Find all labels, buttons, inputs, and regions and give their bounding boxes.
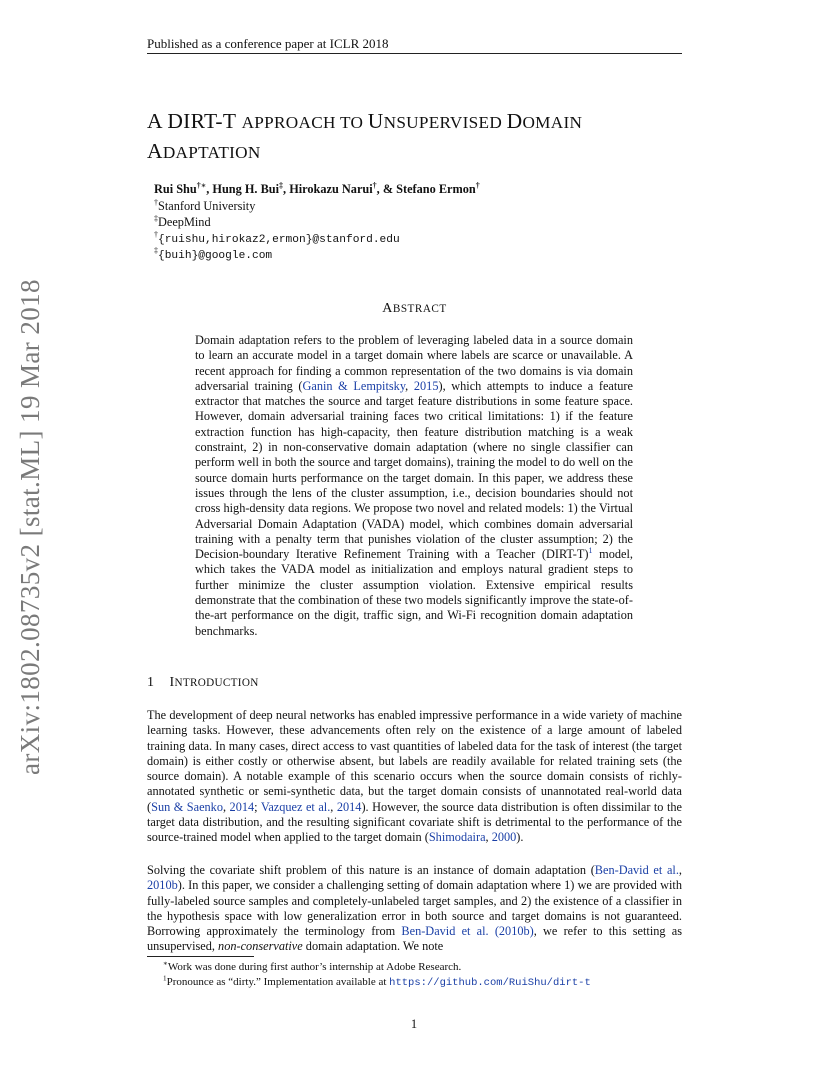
footnote-2 bbox=[163, 976, 591, 989]
heading-part: A bbox=[382, 301, 393, 316]
author-name: , Hirokazu Narui bbox=[283, 182, 373, 196]
author-name: , Hung H. Bui bbox=[206, 182, 280, 196]
citation-year-link[interactable]: 2000 bbox=[491, 830, 517, 845]
heading-part: NTRODUCTION bbox=[174, 677, 259, 689]
affiliation-text: DeepMind bbox=[158, 215, 211, 229]
citation-year-link[interactable]: 2010b bbox=[147, 878, 178, 893]
title-part: NSUPERVISED bbox=[383, 113, 507, 132]
page-number: 1 bbox=[410, 1017, 418, 1031]
email-stanford: †{ruishu,hirokaz2,ermon}@stanford.edu bbox=[154, 229, 400, 246]
paragraph-text: domain adaptation. We note bbox=[302, 939, 444, 954]
affiliation-stanford: †Stanford University bbox=[154, 197, 256, 213]
heading-part: I bbox=[169, 675, 175, 690]
author-mark: † bbox=[475, 180, 480, 190]
abstract-text: , bbox=[405, 378, 414, 393]
paragraph-text: , we refer to this setting as unsupervised, bbox=[147, 924, 682, 954]
footnote-text: Work was done during first author’s internship at Adobe Research. bbox=[167, 961, 462, 973]
author-mark: ‡ bbox=[279, 180, 284, 190]
header-rule bbox=[147, 53, 682, 54]
abstract-text: ), which attempts to induce a feature extractor that matches the source and target feature distributions in some feature space. However, domain adversarial training faces two critical limitations: 1) if the feature extraction function has high-capacity, then feature distribution matching is a weak constraint, 2) in non-conservative domain adaptation (where no single classifier can perform well in both the source and target domains), training the model to do well on the source domain hurts performance on the target domain. In this paper, we address these issues through the lens of the cluster assumption, i.e., decision boundaries should not cross high-density data regions. We propose two novel and related models: 1) the Virtual Adversarial Domain Adaptation (VADA) model, which combines domain adversarial training with a penalty term that punishes violation of the cluster assumption; 2) the Decision-boundary Iterative Refinement Training with a Teacher (DIRT-T) bbox=[195, 378, 633, 562]
author-name: Rui Shu bbox=[154, 182, 197, 196]
footnote-rule bbox=[147, 956, 254, 957]
abstract-text: model, which takes the VADA model as initialization and employs natural gradient steps to further minimize the cluster assumption violation. Extensive empirical results demonstrate that the combination of these two models significantly improve the state-of-the-art performance on the digit, traffic sign, and Wi-Fi recognition domain adaptation benchmarks. bbox=[195, 547, 633, 638]
arxiv-stamp-container bbox=[9, 279, 45, 775]
title-part: A DIRT-T bbox=[147, 109, 242, 133]
footnote-1 bbox=[163, 961, 461, 973]
paragraph-text: ). bbox=[516, 830, 524, 845]
paragraph-text: The development of deep neural networks has enabled impressive performance in a wide variety of machine learning tasks. However, these advancements often rely on the existence of a large amount of labeled training data. In many cases, direct access to vast quantities of labeled data for the task of interest (the target domain) is either costly or otherwise absent, but labels are readily available for related training sets (the source domain). A notable example of this scenario occurs when the source domain consists of richly-annotated synthetic or semi-synthetic data, but the target domain consists of unannotated real-world data ( bbox=[147, 708, 682, 814]
title-part: U bbox=[367, 109, 384, 133]
paragraph-text: ; bbox=[254, 799, 261, 814]
emphasis-text: non-conservative bbox=[218, 939, 303, 954]
footnote-text: Pronounce as “dirty.” Implementation available at bbox=[166, 976, 390, 988]
footnote-link[interactable]: 1 bbox=[588, 546, 593, 556]
paragraph-text: ). In this paper, we consider a challenging setting of domain adaptation where 1) we are provided with fully-labeled source samples and completely-unlabeled target samples, and 2) the existence of a classifier in the hypothesis space with low generalization error in both source and target domains is not guaranteed. Borrowing approximately the terminology from bbox=[147, 878, 682, 939]
running-header: Published as a conference paper at ICLR 2018 bbox=[147, 36, 389, 51]
footnote-mark: 1 bbox=[163, 974, 167, 983]
citation-link[interactable]: Ben-David et al. (2010b) bbox=[401, 924, 534, 939]
paragraph-text: Solving the covariate shift problem of this nature is an instance of domain adaptation ( bbox=[147, 863, 595, 877]
citation-link[interactable]: Sun & Saenko bbox=[151, 799, 223, 814]
title-part: DAPTATION bbox=[162, 143, 261, 162]
title-part: APPROACH TO bbox=[241, 113, 368, 132]
abstract-heading bbox=[147, 301, 682, 317]
abstract-text: Domain adaptation refers to the problem of leveraging labeled data in a source domain to learn an accurate model in a target domain where labels are scarce or unavailable. A recent approach for finding a common representation of the two domains is via domain adversarial training ( bbox=[195, 333, 633, 393]
citation-link[interactable]: Ben-David et al. bbox=[594, 863, 679, 877]
affiliation-deepmind: ‡DeepMind bbox=[154, 213, 211, 229]
email-text: {ruishu,hirokaz2,ermon}@stanford.edu bbox=[158, 234, 400, 246]
citation-link[interactable]: Ganin & Lempitsky bbox=[302, 378, 406, 393]
author-name: , & Stefano Ermon bbox=[376, 182, 476, 196]
citation-year-link[interactable]: 2014 bbox=[336, 799, 362, 814]
citation-link[interactable]: Shimodaira bbox=[428, 830, 486, 845]
intro-paragraph-2: Solving the covariate shift problem of this nature is an instance of domain adaptation (Ben-David et al., 2010b). In this paper, we consider a challenging setting of domain adaptation where 1) we are provided with fully-labeled source samples and completely-unlabeled target samples, and 2) the existence of a classifier in the hypothesis space with low generalization error in both source and target domains is not guaranteed. Borrowing approximately the terminology from Ben-David et al. (2010b), we refer to this setting as unsupervised, non-conservative domain adaptation. We note bbox=[147, 863, 682, 954]
title-part: OMAIN bbox=[522, 113, 583, 132]
citation-year-link[interactable]: 2014 bbox=[229, 799, 255, 814]
author-mark: † bbox=[372, 180, 377, 190]
citation-year-link[interactable]: 2015 bbox=[413, 378, 439, 393]
intro-paragraph-1: The development of deep neural networks has enabled impressive performance in a wide variety of machine learning tasks. However, these advancements often rely on the existence of a large amount of labeled training data. In many cases, direct access to vast quantities of labeled data for the task of interest (the target domain) is either costly or otherwise absent, but labels are readily available for related training sets (the source domain). A notable example of this scenario occurs when the source domain consists of richly-annotated synthetic or semi-synthetic data, but the target domain consists of unannotated real-world data (Sun & Saenko, 2014; Vazquez et al., 2014). However, the source data distribution is often dissimilar to the target data distribution, and the resulting significant covariate shift is detrimental to the performance of the source-trained model when applied to the target domain (Shimodaira, 2000). bbox=[147, 708, 682, 845]
footnote-mark: ∗ bbox=[163, 959, 168, 968]
paper-title bbox=[147, 107, 687, 167]
email-text: {buih}@google.com bbox=[158, 250, 273, 262]
author-list bbox=[154, 182, 480, 197]
abstract-body bbox=[195, 333, 633, 639]
affiliation-text: Stanford University bbox=[158, 199, 256, 213]
arxiv-stamp: arXiv:1802.08735v2 [stat.ML] 19 Mar 2018 bbox=[15, 279, 45, 775]
paragraph-text: ). However, the source data distribution is often dissimilar to the target data distribution, and the resulting significant covariate shift is detrimental to the performance of the source-trained model when applied to the target domain ( bbox=[147, 799, 682, 845]
email-google: ‡{buih}@google.com bbox=[154, 245, 273, 262]
heading-part: BSTRACT bbox=[392, 303, 447, 315]
section-number: 1 bbox=[147, 675, 155, 690]
citation-link[interactable]: Vazquez et al. bbox=[260, 799, 331, 814]
section-heading-introduction bbox=[147, 675, 259, 691]
title-part: D bbox=[506, 109, 523, 133]
author-mark: †∗ bbox=[196, 180, 207, 190]
title-part: A bbox=[147, 139, 163, 163]
repo-url-link[interactable]: https://github.com/RuiShu/dirt-t bbox=[389, 977, 591, 989]
